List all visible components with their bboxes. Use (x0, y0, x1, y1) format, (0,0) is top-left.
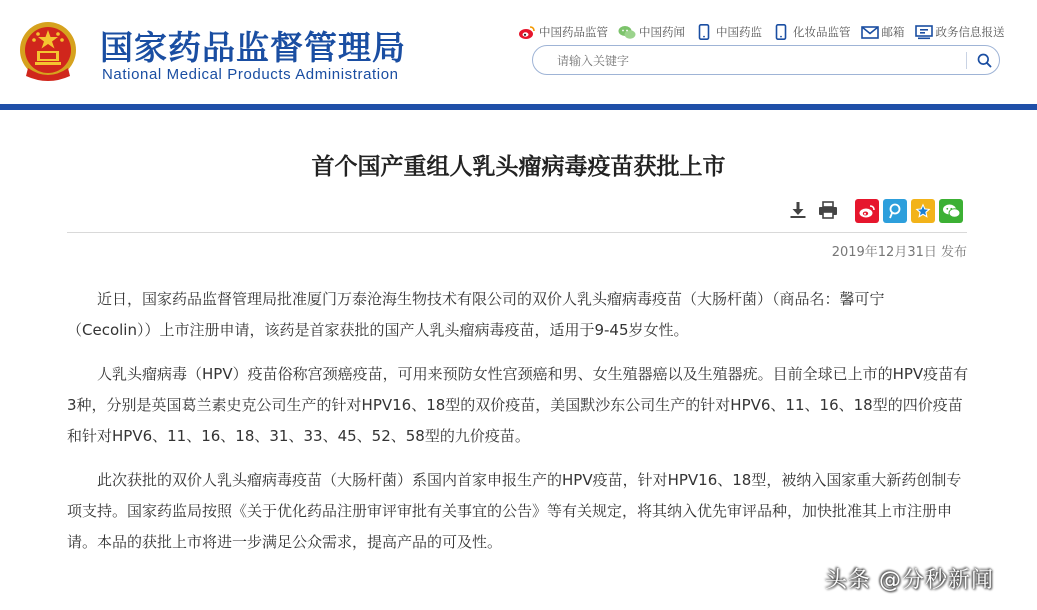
national-emblem-icon (18, 20, 78, 84)
qzone-share-icon (914, 202, 932, 220)
article-paragraph: 人乳头瘤病毒（HPV）疫苗俗称宫颈癌疫苗，可用来预防女性宫颈癌和男、女生殖器癌以及生殖器疣。目前全球已上市的HPV疫苗有3种，分别是英国葛兰素史克公司生产的针对HPV16、18型的双价疫苗，美国默沙东公司生产的针对HPV6、11、16、18型的四价疫苗和针对HPV6、11、16、18、31、33、45、52、58型的九价疫苗。 (67, 365, 969, 445)
source-watermark: 头条 @分秒新闻 (825, 568, 994, 593)
wechat-share-icon (942, 203, 961, 219)
search-divider (966, 52, 967, 69)
toplink-label: 中国药闻 (639, 25, 685, 39)
tencent-weibo-share-icon (886, 202, 904, 220)
download-button[interactable] (786, 198, 810, 222)
toplink-wechat[interactable] (618, 24, 685, 40)
site-title: 国家药品监督管理局 (100, 28, 406, 67)
toplink-label: 中国药品监管 (539, 25, 608, 39)
wechat-icon (618, 24, 636, 40)
share-tencent-weibo-button[interactable] (883, 199, 907, 223)
mail-icon (861, 24, 879, 40)
toplink-label: 政务信息报送 (935, 25, 1005, 39)
search-box (532, 45, 1000, 75)
print-icon (818, 201, 838, 219)
publish-date: 2019年12月31日 发布 (831, 245, 967, 260)
weibo-share-icon (858, 204, 876, 219)
phone-icon (695, 24, 713, 40)
toplink-cosmetics-app[interactable] (772, 24, 851, 40)
article-paragraph: 近日，国家药品监督管理局批准厦门万泰沧海生物技术有限公司的双价人乳头瘤病毒疫苗（大肠杆菌）（商品名：馨可宁（Cecolin））上市注册申请，该药是首家获批的国产人乳头瘤病毒疫苗，适用于9-45岁女性。 (67, 290, 885, 339)
report-icon (915, 24, 933, 40)
share-weibo-button[interactable] (855, 199, 879, 223)
phone-icon (772, 24, 790, 40)
toplink-label: 化妆品监管 (793, 25, 851, 39)
article-tools (786, 198, 846, 222)
header-divider-bar (0, 104, 1037, 110)
title-divider (67, 232, 967, 233)
article-title: 首个国产重组人乳头瘤病毒疫苗获批上市 (311, 154, 726, 180)
toplink-report[interactable] (915, 24, 1005, 40)
share-wechat-button[interactable] (939, 199, 963, 223)
article-body (67, 284, 969, 571)
search-input[interactable] (557, 52, 957, 70)
toplink-label: 中国药监 (716, 25, 762, 39)
weibo-icon (518, 24, 536, 40)
article-paragraph: 此次获批的双价人乳头瘤病毒疫苗（大肠杆菌）系国内首家申报生产的HPV疫苗，针对HPV16、18型，被纳入国家重大新药创制专项支持。国家药监局按照《关于优化药品注册审评审批有关事宜的公告》等有关规定，将其纳入优先审评品种，加快批准其上市注册申请。本品的获批上市将进一步满足公众需求，提高产品的可及性。 (67, 471, 962, 551)
download-icon (789, 201, 807, 219)
print-button[interactable] (816, 198, 840, 222)
toplink-weibo[interactable] (518, 24, 608, 40)
site-title-english: National Medical Products Administration (102, 66, 399, 83)
search-icon (977, 53, 992, 68)
site-header (0, 0, 1037, 104)
share-bar (855, 199, 967, 223)
toplink-label: 邮箱 (881, 25, 905, 39)
search-button[interactable] (973, 49, 995, 71)
top-links (518, 22, 1015, 42)
toplink-mail[interactable] (861, 24, 905, 40)
toplink-mobile-app[interactable] (695, 24, 762, 40)
share-qzone-button[interactable] (911, 199, 935, 223)
